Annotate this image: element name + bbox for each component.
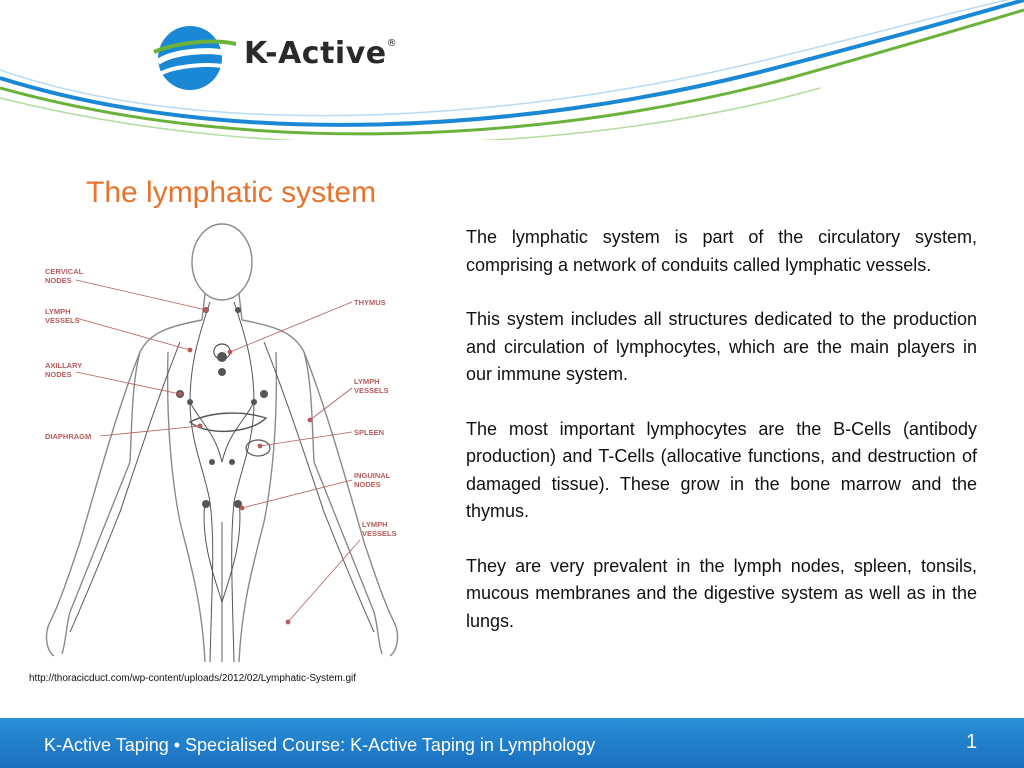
logo-wordmark: [244, 36, 397, 71]
label-lymph-vessels-lower-2: VESSELS: [362, 529, 397, 538]
label-axillary-nodes-1: AXILLARY: [45, 361, 83, 370]
label-cervical-nodes-1: CERVICAL: [45, 267, 84, 276]
slide-body-text: [466, 224, 977, 662]
image-source-credit: http://thoracicduct.com/wp-content/uploads/2012/02/Lymphatic-System.gif: [29, 673, 357, 684]
slide-title: The lymphatic system: [86, 176, 377, 209]
page-number: 1: [966, 731, 978, 753]
label-diaphragm: DIAPHRAGM: [45, 432, 92, 441]
label-spleen: SPLEEN: [354, 428, 385, 437]
footer-bar: [0, 718, 1024, 768]
lymphatic-system-drawing: [40, 222, 405, 667]
label-lymph-vessels-left-1: LYMPH: [45, 307, 71, 316]
label-inguinal-nodes-1: INGUINAL: [354, 471, 391, 480]
lymphatic-system-illustration: [40, 222, 405, 667]
label-lymph-vessels-left-2: VESSELS: [45, 316, 80, 325]
paragraph-4: They are very prevalent in the lymph nodes, spleen, tonsils, mucous membranes and the digestive system as well as in the lungs.: [466, 555, 977, 631]
registered-mark: ®: [386, 38, 398, 49]
paragraph-1: The lymphatic system is part of the circulatory system, comprising a network of conduits called lymphatic vessels.: [466, 227, 977, 275]
label-axillary-nodes-2: NODES: [45, 370, 72, 379]
k-active-logo: [152, 22, 402, 94]
footer-course-title: K-Active Taping • Specialised Course: K-Active Taping in Lymphology: [44, 735, 596, 755]
label-inguinal-nodes-2: NODES: [354, 480, 381, 489]
logo-wordmark-text: K-Active: [244, 36, 387, 71]
label-cervical-nodes-2: NODES: [45, 276, 72, 285]
logo-globe-icon: [152, 22, 236, 94]
label-lymph-vessels-lower-1: LYMPH: [362, 520, 388, 529]
label-lymph-vessels-right-1: LYMPH: [354, 377, 380, 386]
paragraph-2: This system includes all structures dedicated to the production and circulation of lymphocytes, which are the main players in our immune system.: [466, 309, 977, 384]
label-thymus: THYMUS: [354, 298, 386, 307]
label-lymph-vessels-right-2: VESSELS: [354, 386, 389, 395]
paragraph-3: The most important lymphocytes are the B-Cells (antibody production) and T-Cells (allocative functions, and destruction of damaged tissue). These grow in the bone marrow and the thymus.: [466, 418, 977, 521]
